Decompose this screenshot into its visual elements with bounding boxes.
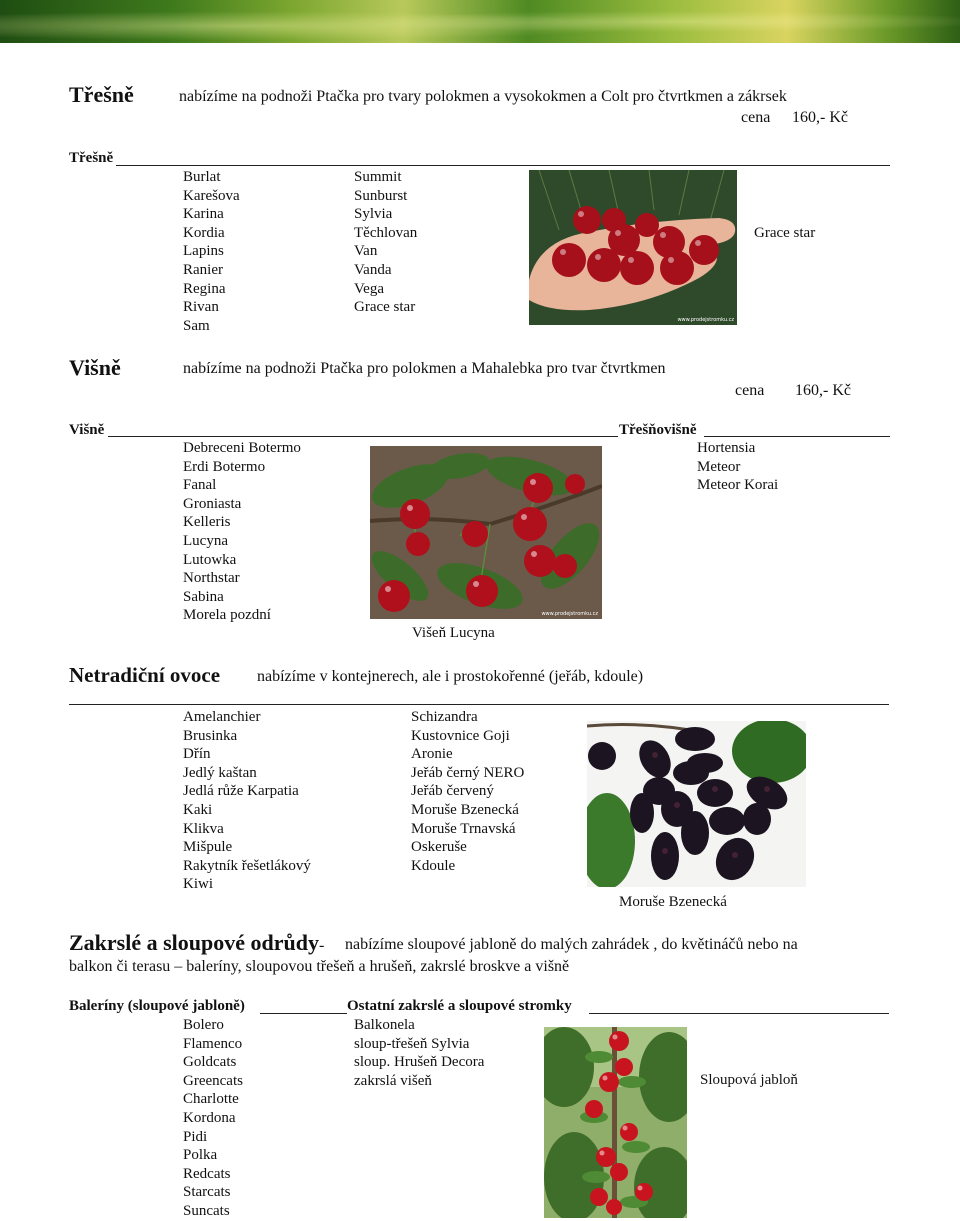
list-item: Balkonela [354,1017,415,1033]
visne-subheading: Višně [69,422,105,438]
list-item: Starcats [183,1184,231,1201]
zakrsle-intro-line2: balkon či terasu – baleríny, sloupovou třešeň a hrušeň, zakrslé broskve a višně [69,958,570,975]
list-item: Grace star [354,299,416,316]
list-item: Moruše Bzenecká [411,801,519,818]
list-item: Karešova [183,187,240,204]
list-item: Ranier [183,261,223,278]
divider [704,436,890,437]
photo-caption: Moruše Bzenecká [619,894,727,910]
photo-caption: Grace star [754,225,816,241]
tresne-list-left [183,168,240,335]
visne-price-label: cena [735,382,765,399]
list-item: Suncats [183,1202,230,1219]
netradicni-list-right [411,708,524,875]
list-item: Pidi [183,1128,208,1145]
list-item: Flamenco [183,1035,243,1052]
photo-cherries-in-hand [529,170,737,325]
list-item: Charlotte [183,1091,239,1108]
tresne-list-right [354,168,417,317]
list-item: Vanda [354,261,392,278]
visne-list-left [183,439,301,625]
list-item: Fanal [183,477,217,494]
section-heading-tresne: Třešně [69,82,134,107]
netradicni-list-left [183,708,311,894]
photo-mulberries [587,721,806,887]
list-item: sloup. Hrušeň Decora [354,1054,485,1071]
photo-caption: Sloupová jabloň [700,1072,798,1088]
baleriny-subheading: Baleríny (sloupové jabloně) [69,998,245,1014]
list-item: Mišpule [183,839,233,856]
tresne-price: 160,- Kč [792,109,848,126]
list-item: Kordia [183,224,225,241]
list-item: Lucyna [183,532,228,549]
list-item: Regina [183,280,226,297]
section-heading-zakrsle: Zakrslé a sloupové odrůdy [69,930,319,955]
list-item: Karina [183,206,224,223]
list-item: Rivan [183,299,219,316]
tresnovisne-list [697,439,778,495]
list-item: Redcats [183,1165,231,1182]
list-item: Erdi Botermo [183,458,266,475]
divider [589,1013,889,1014]
photo-watermark: www.prodejstromku.cz [541,611,598,617]
visne-intro: nabízíme na podnoži Ptačka pro polokmen a Mahalebka pro tvar čtvrtkmen [183,360,666,377]
list-item: Kordona [183,1109,236,1126]
list-item: Greencats [183,1072,243,1089]
tresne-intro: nabízíme na podnoži Ptačka pro tvary polokmen a vysokokmen a Colt pro čtvrtkmen a zákrsek [179,88,787,105]
list-item: Lapins [183,243,224,260]
list-item: Polka [183,1147,218,1164]
ostatni-list [354,1016,484,1090]
list-item: Dřín [183,746,211,763]
divider [108,436,618,437]
list-item: Sabina [183,588,224,605]
heading-dash: - [319,937,325,954]
list-item: Meteor [697,458,741,475]
list-item: Sunburst [354,187,408,204]
list-item: Jedlá růže Karpatia [183,783,299,800]
list-item: Oskeruše [411,839,467,856]
list-item: Klikva [183,820,224,837]
list-item: Aronie [411,746,453,763]
list-item: Morela pozdní [183,607,271,624]
list-item: Kdoule [411,857,456,874]
tresnovisne-subheading: Třešňovišně [619,422,697,438]
list-item: Kelleris [183,514,231,531]
list-item: Groniasta [183,495,242,512]
photo-columnar-apple [544,1027,687,1218]
list-item: Kustovnice Goji [411,727,510,744]
zakrsle-intro-line1: nabízíme sloupové jabloně do malých zahrádek , do květináčů nebo na [345,936,798,953]
list-item: Schizandra [411,709,478,725]
visne-price: 160,- Kč [795,382,851,399]
list-item: Vega [354,280,384,297]
list-item: Amelanchier [183,709,261,725]
list-item: Brusinka [183,727,238,744]
divider [260,1013,347,1014]
list-item: Lutowka [183,551,237,568]
tresne-price-label: cena [741,109,771,126]
zakrsle-heading-row [69,930,324,956]
list-item: Kiwi [183,876,213,893]
list-item: Debreceni Botermo [183,440,301,456]
list-item: zakrslá višeň [354,1072,432,1089]
list-item: Jedlý kaštan [183,764,257,781]
list-item: Goldcats [183,1054,237,1071]
list-item: Rakytník řešetlákový [183,857,311,874]
section-heading-visne: Višně [69,355,121,380]
ostatni-subheading: Ostatní zakrslé a sloupové stromky [347,998,572,1014]
list-item: Bolero [183,1017,224,1033]
list-item: Jeřáb červený [411,783,494,800]
list-item: Hortensia [697,440,756,456]
netradicni-intro: nabízíme v kontejnerech, ale i prostokořenné (jeřáb, kdoule) [257,668,644,685]
baleriny-list [183,1016,243,1221]
list-item: Těchlovan [354,224,418,241]
list-item: Van [354,243,378,260]
photo-watermark: www.prodejstromku.cz [677,317,734,323]
list-item: Kaki [183,801,213,818]
tresne-subheading: Třešně [69,150,114,166]
list-item: Sam [183,317,210,334]
section-heading-netradicni: Netradiční ovoce [69,663,221,687]
list-item: sloup-třešeň Sylvia [354,1035,470,1052]
list-item: Jeřáb černý NERO [411,764,525,781]
list-item: Northstar [183,570,240,587]
divider [69,704,889,705]
list-item: Sylvia [354,206,393,223]
list-item: Meteor Korai [697,477,779,494]
list-item: Summit [354,169,402,185]
list-item: Moruše Trnavská [411,820,516,837]
photo-sour-cherries-branch [370,446,602,619]
photo-caption: Višeň Lucyna [412,625,495,641]
list-item: Burlat [183,169,221,185]
header-banner [0,0,960,43]
divider [116,165,890,166]
